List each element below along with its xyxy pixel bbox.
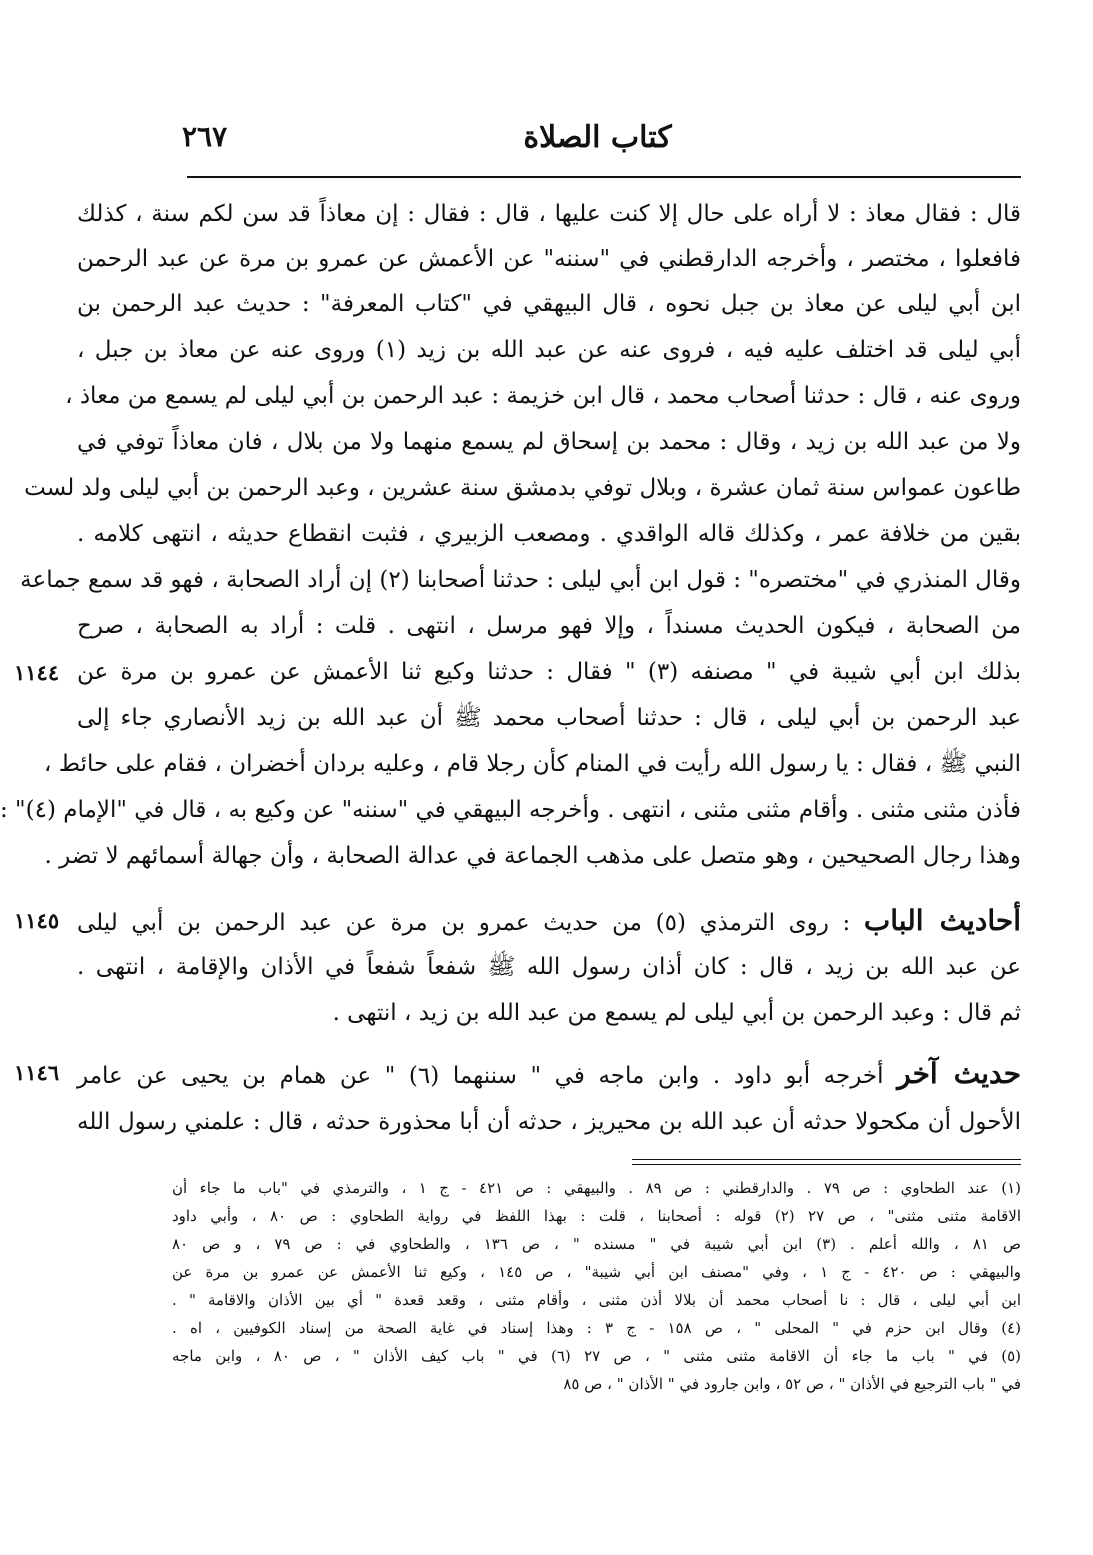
text-line: عبد الرحمن بن أبي ليلى ، قال : حدثنا أصحاب محمد ﷺ أن عبد الله بن زيد الأنصاري جاء إلى bbox=[77, 705, 1021, 731]
book-page bbox=[2, 0, 1093, 1555]
footnote-line: في " باب الترجيع في الأذان " ، ص ٥٢ ، وابن جارود في " الأذان " ، ص ٨٥ bbox=[563, 1375, 1021, 1393]
other-hadith-section bbox=[77, 1055, 1021, 1145]
text-line: بقين من خلافة عمر ، وكذلك قاله الواقدي . ومصعب الزبيري ، فثبت انقطاع حديثه ، انتهى كلامه . bbox=[77, 521, 1021, 547]
section-text: أخرجه أبو داود . وابن ماجه في " سننهما (٦) " عن همام بن يحيى عن عامر bbox=[77, 1063, 884, 1089]
footnote-line: ص ٨١ ، والله أعلم . (٣) ابن أبي شيبة في " مسنده " ، ص ١٣٦ ، والطحاوي في : ص ٧٩ ، و ص ٨٠ bbox=[172, 1235, 1021, 1253]
section-text: : روى الترمذي (٥) من حديث عمرو بن مرة عن عبد الرحمن بن أبي ليلى bbox=[77, 910, 851, 936]
text-line: النبي ﷺ ، فقال : يا رسول الله رأيت في المنام كأن رجلا قام ، وعليه بردان أخضران ، فقام على حائط ، bbox=[44, 751, 1021, 777]
reference-number: ١١٤٤ bbox=[14, 660, 60, 685]
text-line: من الصحابة ، فيكون الحديث مسنداً ، وإلا فهو مرسل ، انتهى . قلت : أراد به الصحابة ، صرح bbox=[77, 613, 1021, 639]
text-line: ابن أبي ليلى عن معاذ بن جبل نحوه ، قال البيهقي في "كتاب المعرفة" : حديث عبد الرحمن بن bbox=[77, 291, 1021, 317]
text-line: فافعلوا ، مختصر ، وأخرجه الدارقطني في "سننه" عن الأعمش عن عمرو بن مرة عن عبد الرحمن bbox=[77, 246, 1021, 272]
section-first-line bbox=[77, 902, 1021, 940]
header-rule bbox=[187, 176, 1021, 178]
section-first-line bbox=[77, 1055, 1021, 1093]
footnote-rule bbox=[632, 1159, 1021, 1160]
page-header bbox=[182, 120, 1013, 166]
footnote-line: ابن أبي ليلى ، قال : نا أصحاب محمد أن بلالا أذن مثنى ، وأقام مثنى ، وقعد قعدة " أي بين الأذان والاقامة " . bbox=[172, 1291, 1021, 1309]
text-line: وقال المنذري في "مختصره" : قول ابن أبي ليلى : حدثنا أصحابنا (٢) إن أراد الصحابة ، فهو قد سمع جماعة bbox=[20, 567, 1021, 593]
footnote-line: والبيهقي : ص ٤٢٠ - ج ١ ، وفي "مصنف ابن أبي شيبة" ، ص ١٤٥ ، وكيع ثنا الأعمش عن عمرو بن مرة عن bbox=[172, 1263, 1022, 1281]
section-heading: حديث آخر bbox=[897, 1057, 1022, 1090]
footnote-line: (٤) وقال ابن حزم في " المحلى " ، ص ١٥٨ - ج ٣ : وهذا إسناد في غاية الصحة من إسناد الكوفيين ، اه . bbox=[172, 1319, 1021, 1337]
reference-number: ١١٤٥ bbox=[14, 908, 60, 933]
text-line: الأحول أن مكحولا حدثه أن عبد الله بن محيريز ، حدثه أن أبا محذورة حدثه ، قال : علمني رسول الله bbox=[77, 1109, 1021, 1135]
text-line: ولا من عبد الله بن زيد ، وقال : محمد بن إسحاق لم يسمع منهما ولا من بلال ، فان معاذاً توفي في bbox=[77, 429, 1021, 455]
hadith-section bbox=[77, 902, 1021, 1032]
page-number: ٢٦٧ bbox=[182, 120, 228, 153]
text-line: فأذن مثنى مثنى . وأقام مثنى مثنى ، انتهى . وأخرجه البيهقي في "سننه" عن وكيع به ، قال في "الإمام (٤)" : bbox=[0, 797, 1021, 823]
section-heading: أحاديث الباب bbox=[863, 904, 1021, 937]
footnote-rule bbox=[632, 1164, 1021, 1165]
text-line: وهذا رجال الصحيحين ، وهو متصل على مذهب الجماعة في عدالة الصحابة ، وأن جهالة أسمائهم لا تضر . bbox=[44, 843, 1021, 869]
footnote-line: (١) عند الطحاوي : ص ٧٩ . والدارقطني : ص ٨٩ . والبيهقي : ص ٤٢١ - ج ١ ، والترمذي في "باب ما جاء أن bbox=[172, 1179, 1021, 1197]
text-line: وروى عنه ، قال : حدثنا أصحاب محمد ، قال ابن خزيمة : عبد الرحمن بن أبي ليلى لم يسمع من معاذ ، bbox=[65, 383, 1021, 409]
running-title: كتاب الصلاة bbox=[523, 120, 672, 155]
footnote-line: الاقامة مثنى مثنى" ، ص ٢٧ (٢) قوله : أصحابنا ، قلت : بهذا اللفظ في رواية الطحاوي : ص ٨٠ ، وأبي داود bbox=[172, 1207, 1021, 1225]
text-line: طاعون عمواس سنة ثمان عشرة ، وبلال توفي بدمشق سنة عشرين ، وعبد الرحمن بن أبي ليلى ولد لست bbox=[24, 475, 1021, 501]
footnote-line: (٥) في " باب ما جاء أن الاقامة مثنى مثنى " ، ص ٢٧ (٦) في " باب كيف الأذان " ، ص ٨٠ ، وابن ماجه bbox=[172, 1347, 1021, 1365]
reference-number: ١١٤٦ bbox=[14, 1060, 60, 1085]
text-line: أبي ليلى قد اختلف عليه فيه ، فروى عنه عن عبد الله بن زيد (١) وروى عنه عن معاذ بن جبل ، bbox=[77, 337, 1021, 363]
text-line: بذلك ابن أبي شيبة في " مصنفه (٣) " فقال : حدثنا وكيع ثنا الأعمش عن عمرو بن مرة عن bbox=[77, 659, 1021, 685]
text-line: ثم قال : وعبد الرحمن بن أبي ليلى لم يسمع من عبد الله بن زيد ، انتهى . bbox=[332, 1000, 1021, 1026]
text-line: قال : فقال معاذ : لا أراه على حال إلا كنت عليها ، قال : فقال : إن معاذاً قد سن لكم سنة ، كذلك bbox=[77, 201, 1021, 227]
text-line: عن عبد الله بن زيد ، قال : كان أذان رسول الله ﷺ شفعاً شفعاً في الأذان والإقامة ، انتهى . bbox=[77, 954, 1021, 980]
